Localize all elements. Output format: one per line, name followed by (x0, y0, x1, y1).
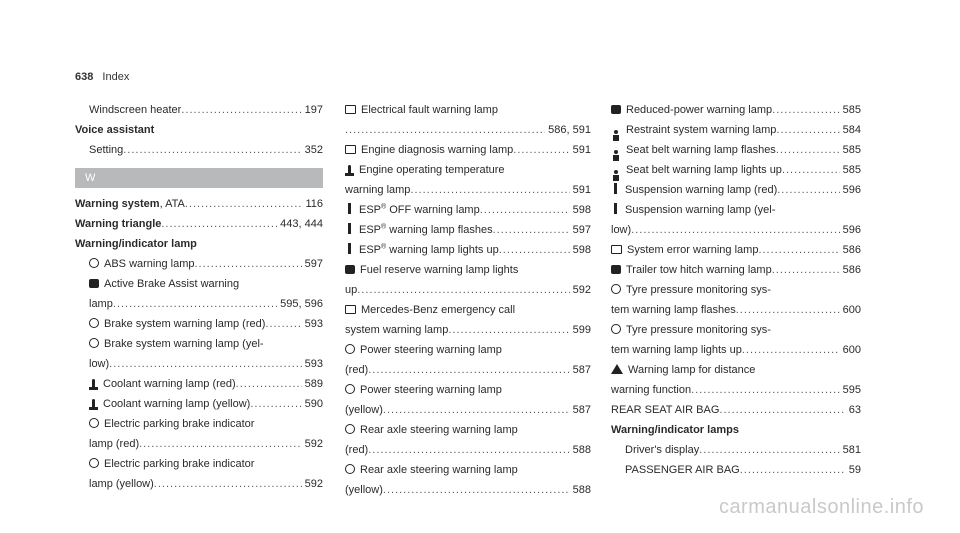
fuel-icon (345, 265, 355, 274)
index-entry: Electric parking brake indicator (75, 454, 323, 474)
index-entry: Fuel reserve warning lamp lights (345, 260, 591, 280)
page-ref: 595, 596 (280, 298, 323, 310)
index-column-1 (75, 100, 323, 494)
index-entry: Brake system warning lamp (yel- (75, 334, 323, 354)
page-ref: 597 (304, 258, 323, 270)
page-ref: 591 (572, 144, 591, 156)
index-entry: Electrical fault warning lamp (345, 100, 591, 120)
index-column-2 (345, 100, 591, 500)
power-steering-icon (345, 344, 355, 354)
index-entry-continued (345, 120, 591, 140)
page-ref: 589 (304, 378, 323, 390)
page-ref: 585 (842, 104, 861, 116)
index-entry: ESP® warning lamp flashes ..... 597 (345, 220, 591, 240)
index-entry: Reduced-power warning lamp ..... 585 (611, 100, 861, 120)
index-heading-warning-indicator-lamp: Warning/indicator lamp (75, 238, 197, 250)
index-entry-continued: (red) ..... 587 (345, 360, 591, 380)
page-ref: 587 (572, 404, 591, 416)
index-entry: Mercedes-Benz emergency call (345, 300, 591, 320)
index-entry-continued: warning lamp ..... 591 (345, 180, 591, 200)
index-entry: Brake system warning lamp (red) ..... 593 (75, 314, 323, 334)
page-ref: 592 (304, 478, 323, 490)
index-entry: REAR SEAT AIR BAG ..... 63 (611, 400, 861, 420)
index-entry: Seat belt warning lamp lights up ..... 585 (611, 160, 861, 180)
battery-icon (345, 105, 356, 114)
index-entry: Trailer tow hitch warning lamp ..... 586 (611, 260, 861, 280)
parking-brake-icon (89, 418, 99, 428)
page-ref: 595 (842, 384, 861, 396)
index-entry: Warning triangle ..... 443, 444 (75, 214, 323, 234)
reduced-power-icon (611, 105, 621, 114)
index-heading-voice-assistant: Voice assistant (75, 124, 155, 136)
engine-temperature-icon (348, 165, 351, 174)
index-entry: Tyre pressure monitoring sys- (611, 320, 861, 340)
index-entry-continued: (red) ..... 588 (345, 440, 591, 460)
index-entry-continued: (yellow) ..... 588 (345, 480, 591, 500)
system-error-icon (611, 245, 622, 254)
tyre-pressure-icon (611, 284, 621, 294)
index-entry: Power steering warning lamp (345, 340, 591, 360)
section-letter-band: W (75, 168, 323, 188)
page-ref: 443, 444 (280, 218, 323, 230)
index-entry-continued: lamp (yellow) ..... 592 (75, 474, 323, 494)
page-ref: 593 (304, 358, 323, 370)
index-entry: Seat belt warning lamp flashes ..... 585 (611, 140, 861, 160)
index-entry: PASSENGER AIR BAG ..... 59 (611, 460, 861, 480)
page-ref: 586, 591 (548, 124, 591, 136)
restraint-system-icon (614, 130, 618, 134)
page-title: Index (102, 71, 130, 83)
brake-system-icon (89, 338, 99, 348)
index-entry: Tyre pressure monitoring sys- (611, 280, 861, 300)
index-entry: Rear axle steering warning lamp (345, 420, 591, 440)
page-ref: 352 (304, 144, 323, 156)
seat-belt-icon (614, 150, 618, 154)
watermark: carmanualsonline.info (718, 496, 924, 518)
index-entry: Electric parking brake indicator (75, 414, 323, 434)
index-entry-continued: tem warning lamp lights up ..... 600 (611, 340, 861, 360)
index-entry: ESP® warning lamp lights up ..... 598 (345, 240, 591, 260)
seat-belt-icon (614, 170, 618, 174)
index-entry: Driver's display ..... 581 (611, 440, 861, 460)
brake-system-icon (89, 318, 99, 328)
index-entry: Rear axle steering warning lamp (345, 460, 591, 480)
engine-icon (345, 145, 356, 154)
index-entry: Engine diagnosis warning lamp ..... 591 (345, 140, 591, 160)
index-entry-continued: lamp ..... 595, 596 (75, 294, 323, 314)
page-ref: 591 (572, 184, 591, 196)
page-ref: 598 (572, 204, 591, 216)
index-entry: Setting ..... 352 (75, 140, 323, 160)
page-ref: 592 (304, 438, 323, 450)
abs-icon (89, 258, 99, 268)
index-entry: ESP® OFF warning lamp ..... 598 (345, 200, 591, 220)
page-ref: 59 (848, 464, 861, 476)
page-ref: 585 (842, 144, 861, 156)
parking-brake-icon (89, 458, 99, 468)
index-entry: Windscreen heater ..... 197 (75, 100, 323, 120)
page-ref: 597 (572, 224, 591, 236)
esp-off-icon (348, 203, 351, 214)
page-ref: 116 (305, 198, 323, 210)
trailer-hitch-icon (611, 265, 621, 274)
page-ref: 593 (304, 318, 323, 330)
power-steering-icon (345, 384, 355, 394)
index-entry: Suspension warning lamp (yel- (611, 200, 861, 220)
page-ref: 590 (304, 398, 323, 410)
index-entry: Engine operating temperature (345, 160, 591, 180)
index-entry-continued: system warning lamp ..... 599 (345, 320, 591, 340)
page-ref: 587 (572, 364, 591, 376)
index-entry: ABS warning lamp ..... 597 (75, 254, 323, 274)
index-entry: Active Brake Assist warning (75, 274, 323, 294)
distance-warning-icon (611, 364, 623, 374)
page-ref: 600 (842, 304, 861, 316)
index-entry: Power steering warning lamp (345, 380, 591, 400)
page-ref: 588 (572, 444, 591, 456)
page-ref: 596 (842, 184, 861, 196)
page-ref: 600 (842, 344, 861, 356)
page-ref: 63 (848, 404, 861, 416)
tyre-pressure-icon (611, 324, 621, 334)
page-ref: 588 (572, 484, 591, 496)
esp-icon (348, 223, 351, 234)
index-entry-continued: low) ..... 593 (75, 354, 323, 374)
index-entry-continued: warning function ..... 595 (611, 380, 861, 400)
sos-ready-icon (345, 305, 356, 314)
page-header (75, 71, 129, 83)
rear-axle-steering-icon (345, 464, 355, 474)
index-entry: Coolant warning lamp (yellow) ..... 590 (75, 394, 323, 414)
index-entry-continued: (yellow) ..... 587 (345, 400, 591, 420)
active-brake-assist-icon (89, 279, 99, 288)
page-ref: 581 (842, 444, 861, 456)
index-entry: Coolant warning lamp (red) ..... 589 (75, 374, 323, 394)
index-entry: Warning system, ATA ..... 116 (75, 194, 323, 214)
coolant-icon (92, 379, 95, 388)
page-ref: 197 (304, 104, 323, 116)
page-ref: 586 (842, 264, 861, 276)
page-ref: 584 (842, 124, 861, 136)
index-column-3 (611, 100, 861, 480)
page-ref: 586 (842, 244, 861, 256)
suspension-icon (614, 203, 617, 214)
index-entry-continued: tem warning lamp flashes ..... 600 (611, 300, 861, 320)
page-ref: 599 (572, 324, 591, 336)
page-number: 638 (75, 71, 94, 83)
rear-axle-steering-icon (345, 424, 355, 434)
index-entry: Restraint system warning lamp ..... 584 (611, 120, 861, 140)
index-entry-continued: lamp (red) ..... 592 (75, 434, 323, 454)
esp-icon (348, 243, 351, 254)
page-ref: 585 (842, 164, 861, 176)
index-entry-continued: low) ..... 596 (611, 220, 861, 240)
page-ref: 598 (572, 244, 591, 256)
suspension-icon (614, 183, 617, 194)
index-entry: System error warning lamp ..... 586 (611, 240, 861, 260)
coolant-icon (92, 399, 95, 408)
index-entry: Suspension warning lamp (red) ..... 596 (611, 180, 861, 200)
page-ref: 592 (572, 284, 591, 296)
index-entry-continued: up ..... 592 (345, 280, 591, 300)
index-heading-warning-indicator-lamps: Warning/indicator lamps (611, 424, 739, 436)
index-entry: Warning lamp for distance (611, 360, 861, 380)
page-ref: 596 (842, 224, 861, 236)
